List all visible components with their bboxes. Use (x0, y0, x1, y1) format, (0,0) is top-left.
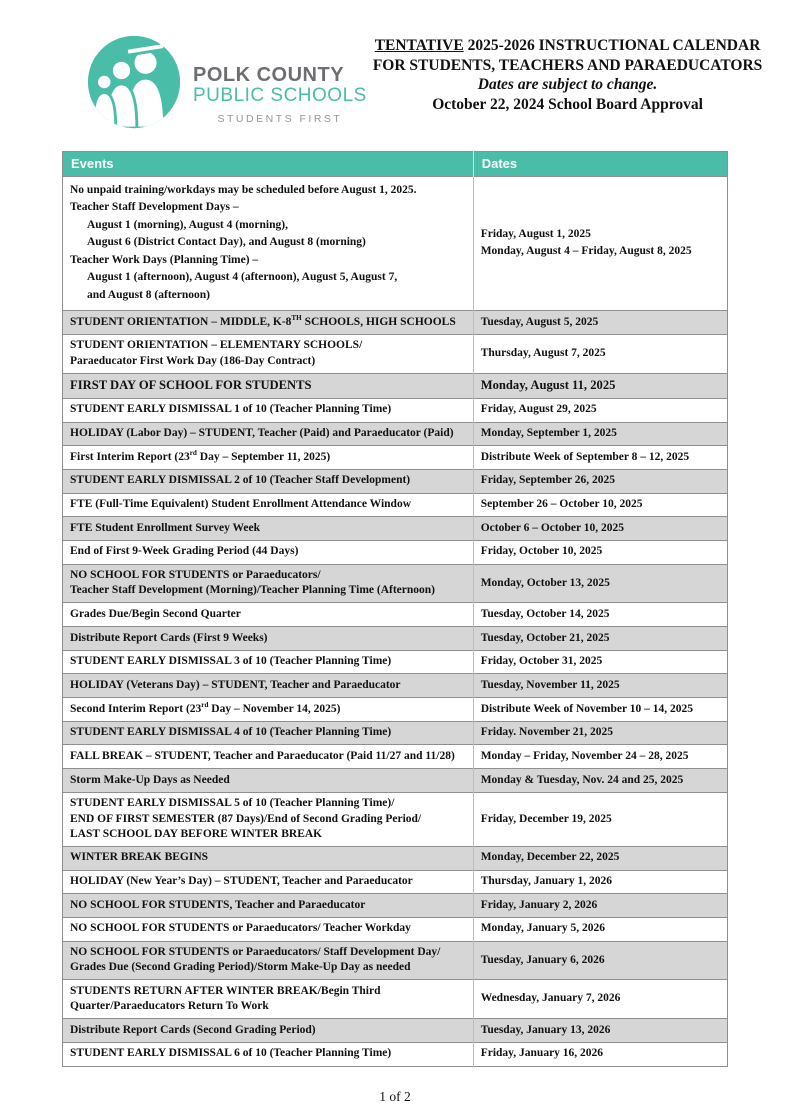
date-cell: Tuesday, November 11, 2025 (473, 674, 727, 698)
event-cell: End of First 9-Week Grading Period (44 Days) (63, 540, 474, 564)
page-number: 1 of 2 (379, 1088, 411, 1104)
event-cell: STUDENT ORIENTATION – ELEMENTARY SCHOOLS/ Paraeducator First Work Day (186-Day Contract) (63, 334, 474, 373)
table-row (63, 177, 728, 311)
event-cell: STUDENT EARLY DISMISSAL 5 of 10 (Teacher Planning Time)/ END OF FIRST SEMESTER (87 Days)/End of Second Grading Period/ LAST SCHOOL DAY BEFORE WINTER BREAK (63, 792, 474, 846)
date-cell: September 26 – October 10, 2025 (473, 493, 727, 517)
date-cell: Tuesday, January 13, 2026 (473, 1019, 727, 1043)
event-cell: Second Interim Report (23rd Day – November 14, 2025) (63, 698, 474, 722)
date-cell: Monday, August 11, 2025 (473, 373, 727, 398)
event-cell: HOLIDAY (Veterans Day) – STUDENT, Teacher and Paraeducator (63, 674, 474, 698)
event-cell: STUDENT ORIENTATION – MIDDLE, K-8TH SCHOOLS, HIGH SCHOOLS (63, 311, 474, 335)
date-cell: October 6 – October 10, 2025 (473, 517, 727, 541)
date-cell: Tuesday, August 5, 2025 (473, 311, 727, 335)
date-cell: Friday, August 29, 2025 (473, 398, 727, 422)
table-row (63, 469, 728, 493)
date-cell: Monday, September 1, 2025 (473, 422, 727, 446)
polk-county-schools-logo-icon (86, 34, 182, 135)
event-cell: STUDENT EARLY DISMISSAL 4 of 10 (Teacher Planning Time) (63, 721, 474, 745)
event-cell: FALL BREAK – STUDENT, Teacher and Paraeducator (Paid 11/27 and 11/28) (63, 745, 474, 769)
table-row (63, 373, 728, 398)
date-cell: Distribute Week of November 10 – 14, 2025 (473, 698, 727, 722)
table-row (63, 540, 728, 564)
table-row (63, 792, 728, 846)
table-row (63, 422, 728, 446)
table-row (63, 603, 728, 627)
table-row (63, 334, 728, 373)
district-logo (86, 34, 367, 135)
event-cell: Distribute Report Cards (Second Grading Period) (63, 1019, 474, 1043)
event-cell: STUDENT EARLY DISMISSAL 6 of 10 (Teacher Planning Time) (63, 1042, 474, 1066)
event-cell: NO SCHOOL FOR STUDENTS or Paraeducators/ Teacher Workday (63, 917, 474, 941)
event-cell: STUDENT EARLY DISMISSAL 2 of 10 (Teacher Staff Development) (63, 469, 474, 493)
event-cell: Storm Make-Up Days as Needed (63, 769, 474, 793)
date-cell: Tuesday, October 21, 2025 (473, 627, 727, 651)
table-row (63, 941, 728, 980)
event-cell: STUDENT EARLY DISMISSAL 3 of 10 (Teacher Planning Time) (63, 650, 474, 674)
event-cell: STUDENTS RETURN AFTER WINTER BREAK/Begin Third Quarter/Paraeducators Return To Work (63, 980, 474, 1019)
date-cell: Monday, December 22, 2025 (473, 846, 727, 870)
date-cell: Tuesday, October 14, 2025 (473, 603, 727, 627)
document-title-line1 (373, 36, 762, 56)
table-row (63, 627, 728, 651)
table-row (63, 398, 728, 422)
date-cell: Distribute Week of September 8 – 12, 2025 (473, 446, 727, 470)
date-cell: Friday, January 16, 2026 (473, 1042, 727, 1066)
date-cell: Monday, October 13, 2025 (473, 564, 727, 603)
date-cell: Monday & Tuesday, Nov. 24 and 25, 2025 (473, 769, 727, 793)
date-cell: Thursday, January 1, 2026 (473, 870, 727, 894)
calendar-table-body (63, 177, 728, 1067)
logo-tagline: STUDENTS FIRST (217, 112, 343, 125)
event-cell: WINTER BREAK BEGINS (63, 846, 474, 870)
document-title-line2: FOR STUDENTS, TEACHERS AND PARAEDUCATORS (372, 56, 763, 74)
page-header (62, 34, 763, 135)
event-cell: NO SCHOOL FOR STUDENTS, Teacher and Paraeducator (63, 894, 474, 918)
table-row (63, 674, 728, 698)
event-cell: FIRST DAY OF SCHOOL FOR STUDENTS (63, 373, 474, 398)
document-title-block (367, 34, 762, 114)
table-row (63, 894, 728, 918)
subject-to-change-note: Dates are subject to change. (477, 76, 658, 93)
title-rest: 2025-2026 INSTRUCTIONAL CALENDAR (463, 37, 761, 54)
event-cell: FTE (Full-Time Equivalent) Student Enrollment Attendance Window (63, 493, 474, 517)
header-row (63, 152, 728, 177)
tentative-label: TENTATIVE (374, 37, 464, 54)
board-approval-line: October 22, 2024 School Board Approval (432, 95, 703, 113)
events-column-header: Events (63, 152, 474, 177)
date-cell: Thursday, August 7, 2025 (473, 334, 727, 373)
table-row (63, 917, 728, 941)
table-row (63, 1042, 728, 1066)
table-row (63, 698, 728, 722)
instructional-calendar-table (62, 151, 728, 1067)
event-cell: Distribute Report Cards (First 9 Weeks) (63, 627, 474, 651)
date-cell: Friday, September 26, 2025 (473, 469, 727, 493)
date-cell: Friday, August 1, 2025 Monday, August 4 – Friday, August 8, 2025 (473, 177, 727, 311)
dates-column-header: Dates (473, 152, 727, 177)
event-cell: First Interim Report (23rd Day – September 11, 2025) (63, 446, 474, 470)
table-row (63, 870, 728, 894)
logo-name-line1: POLK COUNTY (193, 63, 345, 86)
table-row (63, 564, 728, 603)
logo-text-block (193, 45, 367, 125)
table-row (63, 745, 728, 769)
event-cell: NO SCHOOL FOR STUDENTS or Paraeducators/ Staff Development Day/ Grades Due (Second Grading Period)/Storm Make-Up Day as needed (63, 941, 474, 980)
table-row (63, 846, 728, 870)
event-cell: STUDENT EARLY DISMISSAL 1 of 10 (Teacher Planning Time) (63, 398, 474, 422)
date-cell: Friday, October 10, 2025 (473, 540, 727, 564)
table-row (63, 980, 728, 1019)
date-cell: Wednesday, January 7, 2026 (473, 980, 727, 1019)
event-cell: HOLIDAY (New Year’s Day) – STUDENT, Teacher and Paraeducator (63, 870, 474, 894)
date-cell: Tuesday, January 6, 2026 (473, 941, 727, 980)
table-row (63, 517, 728, 541)
date-cell: Friday, January 2, 2026 (473, 894, 727, 918)
date-cell: Monday – Friday, November 24 – 28, 2025 (473, 745, 727, 769)
event-cell: NO SCHOOL FOR STUDENTS or Paraeducators/ Teacher Staff Development (Morning)/Teacher Planning Time (Afternoon) (63, 564, 474, 603)
table-row (63, 650, 728, 674)
table-row (63, 1019, 728, 1043)
event-cell: FTE Student Enrollment Survey Week (63, 517, 474, 541)
table-row (63, 311, 728, 335)
event-cell: No unpaid training/workdays may be scheduled before August 1, 2025. Teacher Staff Development Days – August 1 (morning), August 4 (morning), August 6 (District Contact Day), and August 8 (morning) Teacher Work Days (Planning Time) – August 1 (afternoon), August 4 (afternoon), August 5, August 7, and August 8 (afternoon) (63, 177, 474, 311)
date-cell: Friday, October 31, 2025 (473, 650, 727, 674)
logo-name-line2: PUBLIC SCHOOLS (193, 84, 367, 106)
table-row (63, 721, 728, 745)
date-cell: Monday, January 5, 2026 (473, 917, 727, 941)
event-cell: HOLIDAY (Labor Day) – STUDENT, Teacher (Paid) and Paraeducator (Paid) (63, 422, 474, 446)
event-cell: Grades Due/Begin Second Quarter (63, 603, 474, 627)
table-row (63, 769, 728, 793)
table-row (63, 446, 728, 470)
date-cell: Friday, December 19, 2025 (473, 792, 727, 846)
date-cell: Friday. November 21, 2025 (473, 721, 727, 745)
table-row (63, 493, 728, 517)
calendar-table-head (63, 152, 728, 177)
